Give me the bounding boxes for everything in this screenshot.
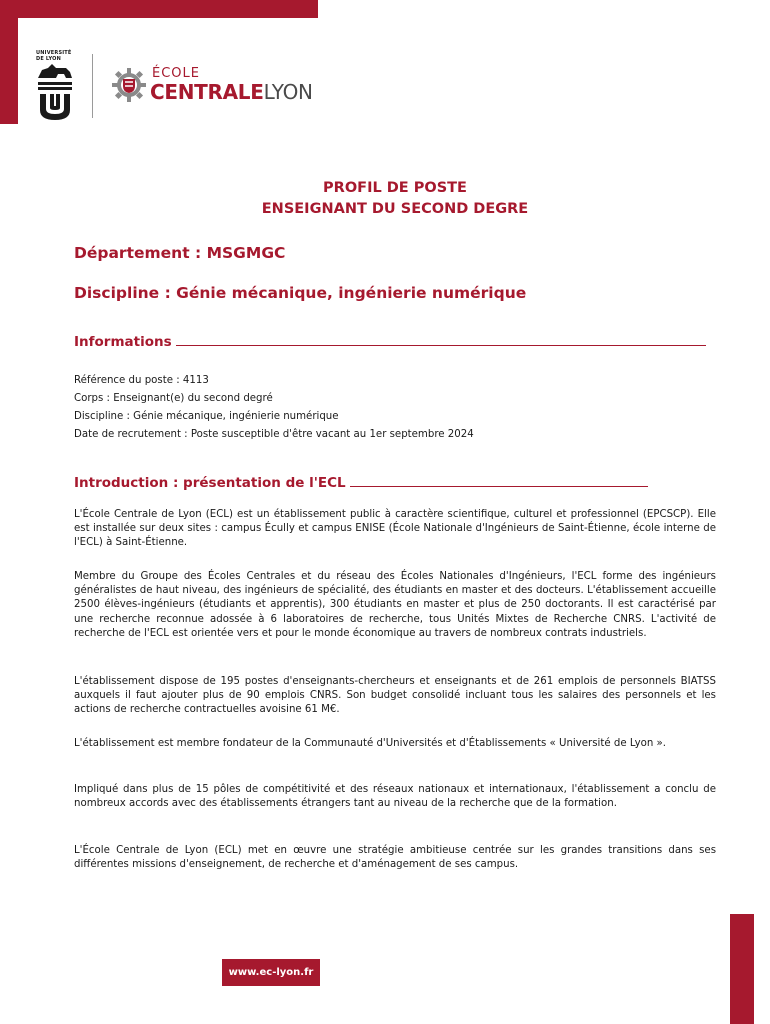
informations-list [74,372,474,444]
ecl-wordmark [150,80,313,104]
intro-paragraph-2: Membre du Groupe des Écoles Centrales et du réseau des Écoles Nationales d'Ingénieurs, l'ECL forme des ingénieurs généralistes de haut niveau, des ingénieurs de spécialité, des étudiants en master et des docteurs. L'établissement accueille 2500 élèves-ingénieurs (étudiants et apprentis), 300 étudiants en master et plus de 250 doctorants. Il est caractérisé par une recherche reconnue adossée à 6 laboratoires de recherche, tous Unités Mixtes de Recherche CNRS. L'activité de recherche de l'ECL est orientée vers et pour le monde économique au travers de nombreux contrats industriels. [74,571,716,639]
page-title [0,178,770,220]
informations-heading-text: Informations [74,334,172,350]
heading-underline-rule [176,345,706,346]
introduction-heading-text: Introduction : présentation de l'ECL [74,475,346,491]
ecl-centrale-word: CENTRALE [150,80,264,104]
informations-section-heading [74,334,706,350]
ecl-lyon-word: LYON [263,80,313,104]
intro-paragraph-6: L'École Centrale de Lyon (ECL) met en œuvre une stratégie ambitieuse centrée sur les grandes transitions dans ses différentes missions d'enseignement, de recherche et d'aménagement de ses campus. [74,845,716,871]
info-date-recrutement: Date de recrutement : Poste susceptible d'être vacant au 1er septembre 2024 [74,429,474,440]
ecole-centrale-lyon-logo [112,64,332,108]
gear-emblem-icon [112,68,146,102]
intro-paragraph-5: Impliqué dans plus de 15 pôles de compétitivité et des réseaux nationaux et internationaux, l'établissement a conclu de nombreux accords avec des établissements étrangers tant au niveau de la recherche que de la formation. [74,784,716,810]
bottom-right-brand-band [730,914,754,1024]
intro-paragraph-3: L'établissement dispose de 195 postes d'enseignants-chercheurs et enseignants et de 261 emplois de personnels BIATSS auxquels il faut ajouter plus de 90 emplois CNRS. Son budget consolidé incluant tous les salaires des personnels et les actions de recherche contractuelles avoisine 61 M€. [74,676,716,716]
introduction-section-heading [74,475,648,491]
lion-icon [36,64,74,122]
department-heading: Département : MSGMGC [74,244,286,262]
info-reference: Référence du poste : 4113 [74,375,209,386]
intro-paragraph-4: L'établissement est membre fondateur de la Communauté d'Universités et d'Établissements « Université de Lyon ». [74,738,667,749]
intro-paragraph-1: L'École Centrale de Lyon (ECL) est un établissement public à caractère scientifique, culturel et professionnel (EPCSCP). Elle est installée sur deux sites : campus Écully et campus ENISE (École Nationale d'Ingénieurs de Saint-Étienne, école interne de l'ECL) à Saint-Étienne. [74,509,716,549]
universite-de-lyon-logo [36,50,74,120]
title-line-1: PROFIL DE POSTE [323,180,467,196]
info-discipline: Discipline : Génie mécanique, ingénierie numérique [74,411,339,422]
ecl-ecole-label: ÉCOLE [152,66,200,81]
title-line-2: ENSEIGNANT DU SECOND DEGRE [261,201,529,217]
udl-line2: DE LYON [36,56,61,62]
footer-url-link[interactable]: www.ec-lyon.fr [228,967,314,978]
heading-underline-rule [350,486,648,487]
info-corps: Corps : Enseignant(e) du second degré [74,393,273,404]
logo-divider [92,54,93,118]
udl-line1: UNIVERSITÉ [36,50,72,56]
discipline-heading: Discipline : Génie mécanique, ingénierie numérique [74,284,527,302]
